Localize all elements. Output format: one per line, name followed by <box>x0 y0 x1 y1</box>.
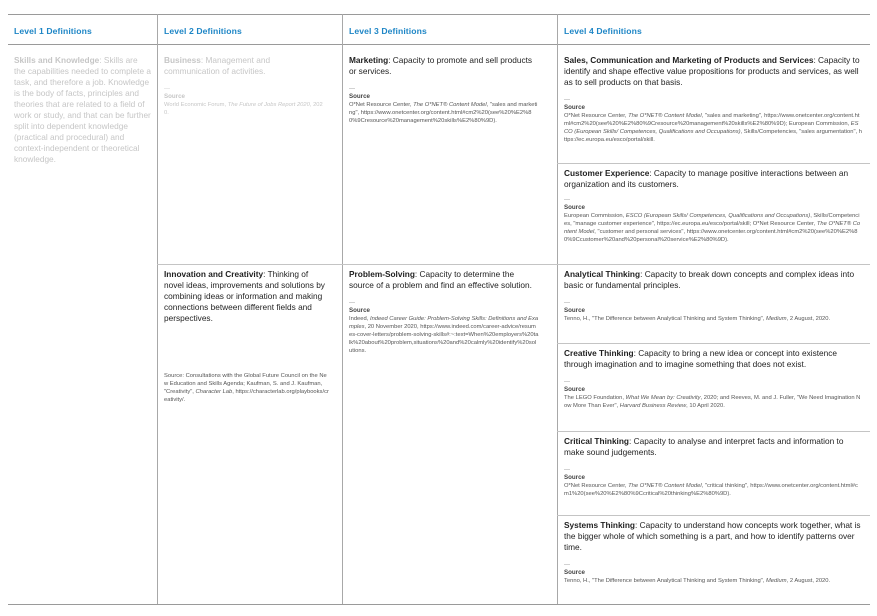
level4-term: Customer Experience <box>564 168 650 178</box>
source-text <box>349 315 539 355</box>
source-dash: — <box>564 562 570 568</box>
source-part: , Skills/Competencies, "sales argumentation", https://ec.europa.eu/esco/portal/skill. <box>564 129 862 143</box>
source-text <box>564 394 862 410</box>
level1-definition-text: : Skills are the capabilities needed to complete a task, and therefore a job. Knowledge is the body of facts, principles and theories that are related to a field of work or study, and that can be further split into dependent knowledge (practical and procedural) and context-independent or theoretical knowledge. <box>14 55 151 164</box>
level1-definition <box>14 55 151 165</box>
level2-definition <box>164 55 324 77</box>
row-divider-l2-l3 <box>157 264 557 265</box>
source-part: , https://characterlab.org/playbooks/creativity/. <box>164 389 329 403</box>
level4-definition <box>564 168 862 190</box>
level4-cell-analytical-thinking <box>564 269 862 323</box>
source-part: , Skills/Competencies, "manage customer experience", https://ec.europa.eu/esco/portal/skill; O*Net Resource Center, <box>564 213 860 227</box>
source-part: World Economic Forum, <box>164 102 228 108</box>
source-text <box>349 101 539 125</box>
level4-definition <box>564 520 862 553</box>
source-part: Tenno, H., "The Difference between Analytical Thinking and System Thinking", <box>564 578 766 584</box>
level4-term: Systems Thinking <box>564 520 636 530</box>
source-title: Medium <box>765 578 787 584</box>
source-label: Source <box>564 569 585 576</box>
header-top-rule <box>8 14 870 15</box>
level4-definition-text: : Capacity to break down concepts and complex ideas into basic or fundamental principles. <box>564 269 855 290</box>
source-title: ESCO (European Skills/ Competences, Qualifications and Occupations) <box>564 121 859 135</box>
level3-definition-text: : Capacity to determine the source of a problem and find an effective solution. <box>349 269 532 290</box>
row-divider-l4-2 <box>557 264 870 265</box>
column-divider-2 <box>342 14 343 604</box>
source-label: Source <box>349 93 370 100</box>
source-part: O*Net Resource Center, <box>564 483 629 489</box>
level4-definition <box>564 436 862 458</box>
source-part: Source: Consultations with the Global Future Council on the New Education and Skills Agenda; Kaufman, S. and J. Kaufman, "Creativity", <box>164 373 327 395</box>
level4-definition-text: : Capacity to manage positive interactions between an organization and its customers. <box>564 168 849 189</box>
source-part: , "critical thinking", https://www.onetcenter.org/content.html#cm1%20(see%20%E2%80%9Ccritical%20thinking%E2%80%9D). <box>564 483 858 497</box>
source-part: , 10 April 2020. <box>686 403 725 409</box>
level2-cell-innovation <box>164 269 330 404</box>
source-dash: — <box>564 197 570 203</box>
source-text <box>564 482 862 498</box>
source-part: , 2020; and Reeves, M. and J. Fuller, "We Need Imagination Now More Than Ever", <box>564 395 861 409</box>
row-divider-l4-1 <box>557 163 870 164</box>
source-title: What We Mean by: Creativity <box>625 395 701 401</box>
source-part: , 20 November 2020, https://www.indeed.com/career-advice/resumes-cover-letters/problem-solving-skills#:~:text=When%20employers%20talk%20about%20problem,situations%20and%20calmly%20identify%20solutions. <box>349 324 539 354</box>
source-text <box>564 315 862 323</box>
row-divider-l4-4 <box>557 431 870 432</box>
source-dash: — <box>564 97 570 103</box>
table-bottom-rule <box>8 604 870 605</box>
source-part: O*Net Resource Center, <box>349 102 414 108</box>
level3-definition <box>349 269 539 291</box>
header-bottom-rule <box>8 44 870 45</box>
header-level-3: Level 3 Definitions <box>349 26 427 36</box>
source-title: The O*NET® Content Model <box>413 102 487 108</box>
level4-term: Critical Thinking <box>564 436 629 446</box>
source-title: The Future of Jobs Report 2020 <box>227 102 310 108</box>
source-label: Source <box>564 386 585 393</box>
source-dash: — <box>564 467 570 473</box>
row-divider-l4-3 <box>557 343 870 344</box>
level2-term: Business <box>164 55 201 65</box>
level4-definition-text: : Capacity to identify and shape effective value propositions for products and services, as well as to sell products on that basis. <box>564 55 860 87</box>
header-level-1: Level 1 Definitions <box>14 26 92 36</box>
source-dash: — <box>164 86 170 92</box>
level4-definition <box>564 55 862 88</box>
level4-term: Analytical Thinking <box>564 269 641 279</box>
level4-cell-systems-thinking <box>564 520 862 585</box>
source-label: Source <box>564 474 585 481</box>
header-level-4: Level 4 Definitions <box>564 26 642 36</box>
source-dash: — <box>564 379 570 385</box>
level4-cell-sales <box>564 55 862 144</box>
level2-cell-business <box>164 55 324 117</box>
source-dash: — <box>349 300 355 306</box>
source-text <box>164 372 330 404</box>
source-part: European Commission, <box>564 213 626 219</box>
level4-definition-text: : Capacity to understand how concepts work together, what is the bigger whole of which something is a part, and how to identify patterns over time. <box>564 520 861 552</box>
level3-cell-marketing <box>349 55 539 125</box>
source-text <box>164 101 324 117</box>
source-title: Indeed Career Guide: Problem-Solving Skills: Definitions and Examples <box>349 316 539 330</box>
level1-term: Skills and Knowledge <box>14 55 100 65</box>
level1-cell <box>14 55 151 165</box>
level4-term: Creative Thinking <box>564 348 634 358</box>
source-label: Source <box>564 204 585 211</box>
source-title: Harvard Business Review <box>619 403 687 409</box>
level4-definition-text: : Capacity to analyse and interpret facts and information to make sound judgements. <box>564 436 844 457</box>
source-part: , 2020. <box>164 102 323 116</box>
level2-definition <box>164 269 330 324</box>
level2-term: Innovation and Creativity <box>164 269 264 279</box>
header-level-2: Level 2 Definitions <box>164 26 242 36</box>
source-title: The O*NET® Content Model <box>564 221 861 235</box>
level4-term: Sales, Communication and Marketing of Products and Services <box>564 55 814 65</box>
row-divider-l4-5 <box>557 515 870 516</box>
source-dash: — <box>349 86 355 92</box>
source-label: Source <box>564 104 585 111</box>
source-text <box>564 212 862 244</box>
level2-definition-text: : Management and communication of activities. <box>164 55 271 76</box>
level3-term: Marketing <box>349 55 389 65</box>
source-part: The LEGO Foundation, <box>564 395 626 401</box>
level4-definition <box>564 348 862 370</box>
source-label: Source <box>164 93 185 100</box>
level4-definition <box>564 269 862 291</box>
source-part: , "customer and personal services", https://www.onetcenter.org/content.html#cm2%20(see%20%E2%80%9Ccustomer%20and%20personal%20service%E2%80%9D). <box>564 229 858 243</box>
source-label: Source <box>349 307 370 314</box>
source-label: Source <box>564 307 585 314</box>
source-title: Medium <box>765 316 787 322</box>
level3-cell-problem-solving <box>349 269 539 355</box>
level2-definition-text: : Thinking of novel ideas, improvements and solutions by combining ideas or information and making connections between different fields and perspectives. <box>164 269 325 323</box>
source-title: The O*NET® Content Model <box>628 483 702 489</box>
source-part: Tenno, H., "The Difference between Analytical Thinking and System Thinking", <box>564 316 766 322</box>
source-part: , "sales and marketing", https://www.onetcenter.org/content.html#cm2%20(see%20%E2%80%9Cresource%20management%20skills%E2%80%9D); European Commission, <box>564 113 860 127</box>
level4-definition-text: : Capacity to bring a new idea or concept into existence through imagination and to imagine something that does not exist. <box>564 348 838 369</box>
level3-definition <box>349 55 539 77</box>
source-text <box>564 112 862 144</box>
source-part: , 2 August, 2020. <box>786 578 831 584</box>
source-title: Character Lab <box>195 389 233 395</box>
level4-cell-critical-thinking <box>564 436 862 498</box>
level3-term: Problem-Solving <box>349 269 415 279</box>
column-divider-1 <box>157 14 158 604</box>
source-dash: — <box>564 300 570 306</box>
source-part: , 2 August, 2020. <box>786 316 831 322</box>
level4-cell-customer-experience <box>564 168 862 244</box>
source-part: O*Net Resource Center, <box>564 113 629 119</box>
level4-cell-creative-thinking <box>564 348 862 410</box>
source-title: ESCO (European Skills/ Competences, Qualifications and Occupations) <box>625 213 811 219</box>
source-title: The O*NET® Content Model <box>628 113 702 119</box>
source-part: Indeed, <box>349 316 370 322</box>
level3-definition-text: : Capacity to promote and sell products or services. <box>349 55 533 76</box>
source-text <box>564 577 862 585</box>
source-part: , "sales and marketing", https://www.onetcenter.org/content.html#cm2%20(see%20%E2%80%9Cresource%20management%20skills%E2%80%9D). <box>349 102 538 124</box>
